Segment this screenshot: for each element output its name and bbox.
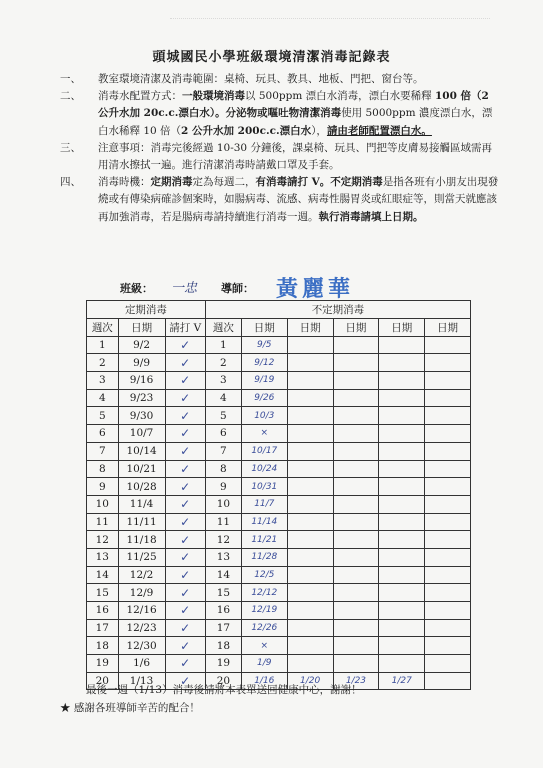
- instruction-segment: 注意事項：消毒完後經過 10-30 分鐘後，課桌椅、玩具、門把等皮膚易接觸區域需再用清水擦拭一遍。進行清潔消毒時請戴口罩及手套。: [98, 141, 492, 172]
- cell-check-mark: ✓: [165, 442, 205, 460]
- cell-irregular-date: 9/26: [241, 389, 287, 407]
- cell-irregular-date: [379, 619, 425, 637]
- cell-irregular-date: [333, 495, 379, 513]
- cell-irregular-date: [333, 478, 379, 496]
- cell-week: 16: [87, 602, 119, 620]
- cell-irregular-date: 1/16: [241, 672, 287, 690]
- cell-irregular-date: [379, 442, 425, 460]
- cell-date: 10/7: [118, 425, 165, 443]
- instruction-segment: 一般環境消毒: [182, 90, 245, 103]
- cell-irregular-date: [379, 531, 425, 549]
- table-row: [87, 584, 471, 602]
- cell-date: 1/13: [118, 672, 165, 690]
- cell-irregular-date: ×: [241, 637, 287, 655]
- form-title: 頭城國民小學班級環境清潔消毒記錄表: [152, 50, 391, 65]
- cell-irregular-date: [287, 372, 333, 390]
- cell-irregular-date: [425, 672, 471, 690]
- cell-irregular-date: [425, 637, 471, 655]
- cell-date: 11/11: [118, 513, 165, 531]
- instruction-segment: 消毒水配置方式：: [98, 90, 182, 103]
- cell-week: 4: [87, 389, 119, 407]
- instruction-item: [60, 88, 500, 140]
- cell-irregular-date: 1/9: [241, 655, 287, 673]
- cell-week-2: 9: [205, 478, 241, 496]
- table-row: [87, 336, 471, 354]
- cell-date: 10/14: [118, 442, 165, 460]
- cell-irregular-date: [425, 460, 471, 478]
- class-info-line: [120, 268, 355, 302]
- cell-week-2: 3: [205, 372, 241, 390]
- col-week: 週次: [87, 319, 119, 337]
- cell-irregular-date: [425, 372, 471, 390]
- cell-irregular-date: [287, 460, 333, 478]
- cell-irregular-date: [379, 602, 425, 620]
- cell-irregular-date: [287, 425, 333, 443]
- cell-irregular-date: [425, 442, 471, 460]
- cell-date: 12/16: [118, 602, 165, 620]
- cell-irregular-date: 12/5: [241, 566, 287, 584]
- col-week-2: 週次: [205, 319, 241, 337]
- table-row: [87, 425, 471, 443]
- col-date-6: 日期: [425, 319, 471, 337]
- cell-week: 18: [87, 637, 119, 655]
- cell-irregular-date: [333, 584, 379, 602]
- cell-irregular-date: [287, 637, 333, 655]
- instruction-text: [98, 174, 500, 226]
- cell-week-2: 7: [205, 442, 241, 460]
- table-row: [87, 407, 471, 425]
- cell-irregular-date: 1/27: [379, 672, 425, 690]
- cell-irregular-date: [287, 442, 333, 460]
- table-body: [87, 336, 471, 690]
- cell-irregular-date: [425, 513, 471, 531]
- cell-irregular-date: [333, 372, 379, 390]
- cell-irregular-date: 1/20: [287, 672, 333, 690]
- cell-week-2: 13: [205, 548, 241, 566]
- cell-check-mark: ✓: [165, 584, 205, 602]
- cell-irregular-date: [379, 513, 425, 531]
- cell-irregular-date: [333, 566, 379, 584]
- col-date: 日期: [118, 319, 165, 337]
- cell-irregular-date: [379, 372, 425, 390]
- instruction-segment: 以 500ppm 漂白水消毒，漂白水要稀釋: [245, 90, 435, 103]
- cell-week: 1: [87, 336, 119, 354]
- cell-week: 5: [87, 407, 119, 425]
- cell-week-2: 17: [205, 619, 241, 637]
- instruction-number: 三、: [60, 141, 81, 154]
- cell-irregular-date: [425, 619, 471, 637]
- instruction-segment: 請由老師配置漂白水。: [326, 124, 432, 137]
- cell-irregular-date: 9/5: [241, 336, 287, 354]
- cell-check-mark: ✓: [165, 531, 205, 549]
- instruction-segment: 100 倍（2 公升水加 20c.c.漂白水）。分泌物或嘔吐物清潔消毒: [98, 90, 489, 120]
- cell-irregular-date: [333, 354, 379, 372]
- cell-irregular-date: [379, 354, 425, 372]
- cell-check-mark: ✓: [165, 566, 205, 584]
- instruction-segment: 使用 5000ppm 濃度漂白水，漂白水稀釋 10 倍（: [98, 107, 493, 137]
- cell-irregular-date: 10/3: [241, 407, 287, 425]
- cell-irregular-date: [287, 602, 333, 620]
- cell-irregular-date: 10/17: [241, 442, 287, 460]
- cell-week-2: 8: [205, 460, 241, 478]
- table-row: [87, 495, 471, 513]
- cell-irregular-date: [287, 354, 333, 372]
- cell-irregular-date: 12/19: [241, 602, 287, 620]
- cell-irregular-date: 9/19: [241, 372, 287, 390]
- cell-week: 3: [87, 372, 119, 390]
- cell-week-2: 4: [205, 389, 241, 407]
- cell-irregular-date: 11/7: [241, 495, 287, 513]
- col-date-4: 日期: [333, 319, 379, 337]
- cell-irregular-date: [379, 425, 425, 443]
- cell-irregular-date: [333, 602, 379, 620]
- cell-date: 12/30: [118, 637, 165, 655]
- cell-irregular-date: [287, 407, 333, 425]
- teacher-name-stamp: 黃麗華: [276, 276, 355, 302]
- cell-irregular-date: [425, 566, 471, 584]
- cell-date: 12/2: [118, 566, 165, 584]
- table-row: [87, 372, 471, 390]
- cell-week-2: 6: [205, 425, 241, 443]
- table-row: [87, 478, 471, 496]
- instruction-segment: 是指各班有小朋友出現發燒或有傳染病確診個案時，如腸病毒、流感、病毒性腸胃炎或紅眼症等，則當天就應該再加強消毒，若是腸病毒請持續進行消毒一週。: [98, 176, 499, 223]
- cell-week: 6: [87, 425, 119, 443]
- table-row: [87, 460, 471, 478]
- cell-check-mark: ✓: [165, 407, 205, 425]
- cell-irregular-date: 12/12: [241, 584, 287, 602]
- cell-irregular-date: [333, 336, 379, 354]
- instruction-item: [60, 71, 500, 88]
- cell-irregular-date: [287, 584, 333, 602]
- cell-irregular-date: 9/12: [241, 354, 287, 372]
- instruction-number: 四、: [60, 176, 81, 189]
- cell-check-mark: ✓: [165, 602, 205, 620]
- cell-week-2: 11: [205, 513, 241, 531]
- cell-week-2: 20: [205, 672, 241, 690]
- cell-date: 9/30: [118, 407, 165, 425]
- cell-date: 10/21: [118, 460, 165, 478]
- cell-week: 15: [87, 584, 119, 602]
- cell-irregular-date: [425, 407, 471, 425]
- cell-check-mark: ✓: [165, 637, 205, 655]
- cell-irregular-date: [287, 548, 333, 566]
- cell-irregular-date: [379, 584, 425, 602]
- cell-irregular-date: [379, 407, 425, 425]
- header-regular-disinfection: 定期消毒: [87, 301, 206, 319]
- cell-irregular-date: [287, 655, 333, 673]
- cell-check-mark: ✓: [165, 354, 205, 372]
- cell-week-2: 12: [205, 531, 241, 549]
- cell-irregular-date: [333, 513, 379, 531]
- cell-irregular-date: 11/28: [241, 548, 287, 566]
- scan-artifact: [170, 6, 490, 19]
- instruction-segment: 2 公升水加 200c.c.漂白水: [181, 124, 312, 137]
- cell-check-mark: ✓: [165, 425, 205, 443]
- cell-irregular-date: [379, 637, 425, 655]
- cell-irregular-date: [425, 602, 471, 620]
- cell-irregular-date: [425, 655, 471, 673]
- instruction-text: [98, 140, 500, 174]
- cell-irregular-date: 11/14: [241, 513, 287, 531]
- cell-irregular-date: [333, 619, 379, 637]
- instruction-segment: 有消毒請打 V。不定期消毒: [255, 176, 383, 189]
- teacher-label: 導師：: [221, 282, 255, 295]
- table-row: [87, 354, 471, 372]
- instruction-segment: 教室環境清潔及消毒範圍：桌椅、玩具、教具、地板、門把、窗台等。: [98, 73, 424, 85]
- instruction-text: [98, 71, 500, 88]
- cell-check-mark: ✓: [165, 548, 205, 566]
- cell-irregular-date: [333, 389, 379, 407]
- cell-date: 11/4: [118, 495, 165, 513]
- cell-irregular-date: [425, 478, 471, 496]
- cell-check-mark: ✓: [165, 495, 205, 513]
- cell-irregular-date: [333, 442, 379, 460]
- cell-week: 19: [87, 655, 119, 673]
- cell-irregular-date: [379, 495, 425, 513]
- cell-irregular-date: [333, 531, 379, 549]
- cell-irregular-date: 10/24: [241, 460, 287, 478]
- cell-irregular-date: [287, 336, 333, 354]
- col-date-3: 日期: [287, 319, 333, 337]
- cell-irregular-date: [333, 407, 379, 425]
- header-irregular-disinfection: 不定期消毒: [205, 301, 470, 319]
- cell-irregular-date: [333, 655, 379, 673]
- instruction-item: [60, 140, 500, 174]
- cell-irregular-date: [425, 531, 471, 549]
- table-row: [87, 602, 471, 620]
- instruction-number: 一、: [60, 73, 81, 85]
- cell-irregular-date: 12/26: [241, 619, 287, 637]
- cell-irregular-date: [333, 425, 379, 443]
- cell-date: 9/2: [118, 336, 165, 354]
- cell-irregular-date: [425, 425, 471, 443]
- footer-thanks: ★ 感謝各班導師辛苦的配合！: [60, 702, 200, 714]
- cell-date: 9/23: [118, 389, 165, 407]
- class-value: 一忠: [171, 281, 198, 296]
- cell-date: 9/9: [118, 354, 165, 372]
- cell-irregular-date: [425, 389, 471, 407]
- col-date-5: 日期: [379, 319, 425, 337]
- cell-date: 10/28: [118, 478, 165, 496]
- instruction-text: [98, 88, 500, 140]
- instruction-segment: 定為每週二，: [192, 176, 256, 189]
- cell-irregular-date: [379, 548, 425, 566]
- instruction-segment: ），: [311, 124, 327, 137]
- cell-irregular-date: 10/31: [241, 478, 287, 496]
- cell-date: 12/9: [118, 584, 165, 602]
- cell-irregular-date: 1/23: [333, 672, 379, 690]
- cell-check-mark: ✓: [165, 672, 205, 690]
- cell-date: 9/16: [118, 372, 165, 390]
- table-row: [87, 655, 471, 673]
- cell-irregular-date: [287, 619, 333, 637]
- cell-irregular-date: [425, 584, 471, 602]
- cell-irregular-date: [287, 531, 333, 549]
- cell-irregular-date: ×: [241, 425, 287, 443]
- cell-irregular-date: [379, 478, 425, 496]
- cell-check-mark: ✓: [165, 372, 205, 390]
- cell-irregular-date: [333, 637, 379, 655]
- cell-week: 20: [87, 672, 119, 690]
- cell-week: 13: [87, 548, 119, 566]
- cell-check-mark: ✓: [165, 336, 205, 354]
- cell-week: 17: [87, 619, 119, 637]
- cell-irregular-date: [425, 548, 471, 566]
- cell-date: 11/18: [118, 531, 165, 549]
- cell-check-mark: ✓: [165, 619, 205, 637]
- cell-irregular-date: 11/21: [241, 531, 287, 549]
- cell-week-2: 5: [205, 407, 241, 425]
- table-row: [87, 531, 471, 549]
- cell-week: 2: [87, 354, 119, 372]
- cell-date: 1/6: [118, 655, 165, 673]
- table-row: [87, 513, 471, 531]
- cell-check-mark: ✓: [165, 389, 205, 407]
- cell-week-2: 16: [205, 602, 241, 620]
- cell-week-2: 2: [205, 354, 241, 372]
- cell-irregular-date: [425, 336, 471, 354]
- table-row: [87, 566, 471, 584]
- table-row: [87, 619, 471, 637]
- cell-week: 7: [87, 442, 119, 460]
- cell-irregular-date: [379, 460, 425, 478]
- table-row: [87, 389, 471, 407]
- instructions-list: [60, 71, 500, 226]
- instruction-segment: 執行消毒請填上日期。: [318, 210, 424, 223]
- cell-week: 11: [87, 513, 119, 531]
- cell-irregular-date: [287, 566, 333, 584]
- cell-check-mark: ✓: [165, 460, 205, 478]
- cell-irregular-date: [287, 389, 333, 407]
- cell-week-2: 19: [205, 655, 241, 673]
- instruction-segment: 定期消毒: [150, 176, 193, 189]
- cell-irregular-date: [379, 389, 425, 407]
- cell-week-2: 1: [205, 336, 241, 354]
- cell-irregular-date: [425, 354, 471, 372]
- cell-week: 8: [87, 460, 119, 478]
- col-check: 請打 V: [165, 319, 205, 337]
- cell-week: 9: [87, 478, 119, 496]
- cell-irregular-date: [287, 478, 333, 496]
- cell-check-mark: ✓: [165, 513, 205, 531]
- disinfection-log-table: [86, 300, 471, 690]
- cell-check-mark: ✓: [165, 655, 205, 673]
- cell-week-2: 10: [205, 495, 241, 513]
- cell-irregular-date: [287, 513, 333, 531]
- cell-irregular-date: [379, 336, 425, 354]
- cell-week: 14: [87, 566, 119, 584]
- cell-irregular-date: [379, 655, 425, 673]
- cell-week: 10: [87, 495, 119, 513]
- cell-date: 12/23: [118, 619, 165, 637]
- cell-irregular-date: [333, 460, 379, 478]
- instruction-number: 二、: [60, 90, 81, 103]
- cell-irregular-date: [333, 548, 379, 566]
- col-date-2: 日期: [241, 319, 287, 337]
- cell-week-2: 18: [205, 637, 241, 655]
- cell-date: 11/25: [118, 548, 165, 566]
- table-row: [87, 637, 471, 655]
- cell-irregular-date: [287, 495, 333, 513]
- cell-irregular-date: [425, 495, 471, 513]
- cell-week: 12: [87, 531, 119, 549]
- cell-irregular-date: [379, 566, 425, 584]
- footer-note: 最後一週（1/13）消毒後請將本表單送回健康中心，謝謝！: [86, 684, 362, 696]
- instruction-item: [60, 174, 500, 226]
- table-row: [87, 442, 471, 460]
- class-label: 班級：: [120, 282, 153, 295]
- cell-check-mark: ✓: [165, 478, 205, 496]
- instruction-segment: 消毒時機：: [98, 176, 151, 189]
- table-row: [87, 548, 471, 566]
- cell-week-2: 15: [205, 584, 241, 602]
- cell-week-2: 14: [205, 566, 241, 584]
